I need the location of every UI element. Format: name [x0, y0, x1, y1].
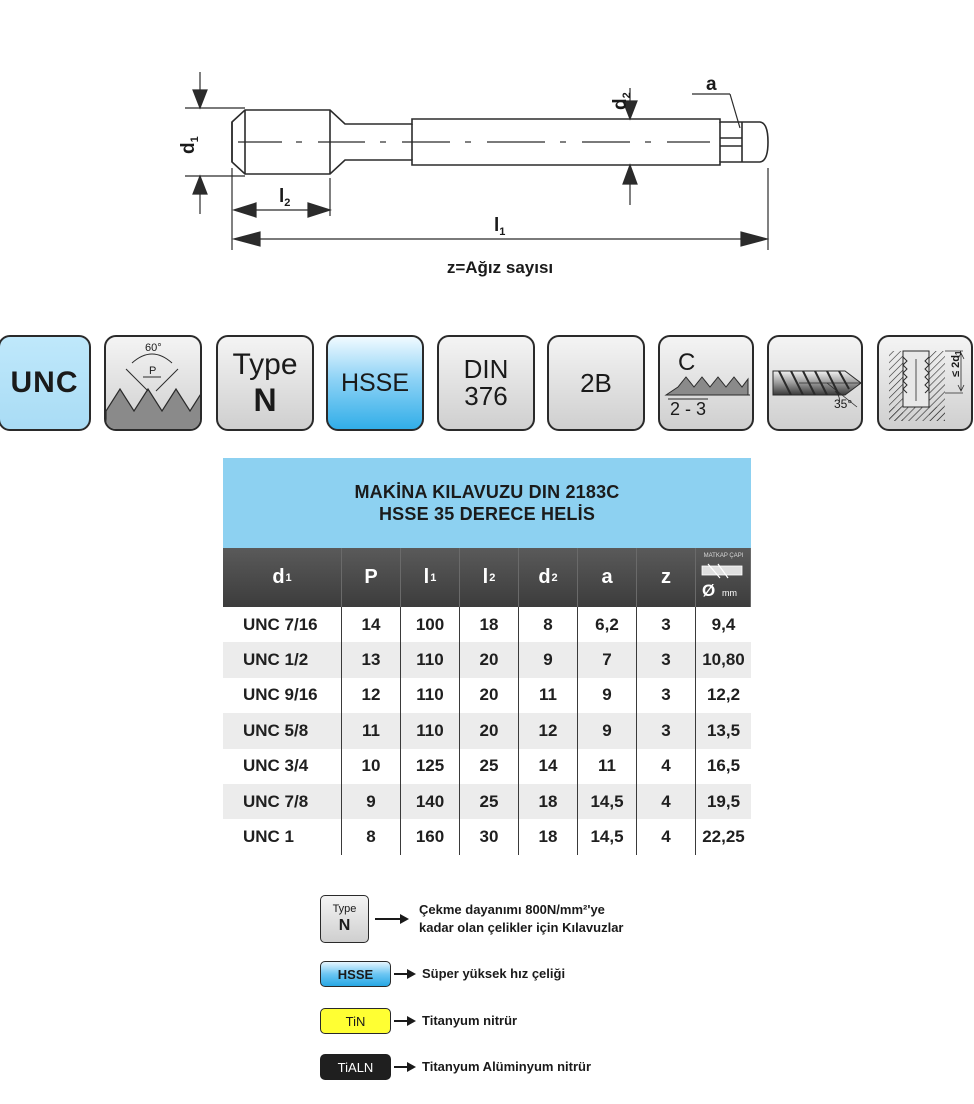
d1-label: d [178, 142, 199, 154]
table-cell: 8 [519, 607, 578, 642]
svg-text:l2: $l_2$ [279, 186, 291, 209]
header-p: P [342, 548, 401, 607]
chamfer-c-badge [658, 335, 754, 431]
table-cell: 13 [342, 642, 401, 677]
table-title: MAKİNA KILAVUZU DIN 2183C HSSE 35 DERECE HELİS [223, 458, 751, 548]
l2-label: l [279, 186, 285, 207]
table-cell: 11 [342, 713, 401, 748]
legend-tialn-text: Titanyum Alüminyum nitrür [422, 1059, 592, 1074]
table-cell: 110 [401, 678, 460, 713]
table-row [223, 713, 751, 748]
a-label: a [706, 74, 717, 95]
table-cell: 13,5 [706, 720, 741, 740]
table-cell: 20 [460, 678, 519, 713]
chamfer-label: C [678, 349, 696, 376]
table-cell: UNC 3/4 [223, 749, 342, 784]
table-cell: 12 [342, 678, 401, 713]
table-cell: 10 [342, 749, 401, 784]
tap-dimension-table [223, 458, 751, 855]
legend-tialn-box: TiALN [320, 1054, 391, 1080]
table-cell: 9 [342, 784, 401, 819]
table-cell: 7 [578, 642, 637, 677]
table-cell: 8 [342, 819, 401, 854]
legend-tin-text: Titanyum nitrür [422, 1013, 518, 1028]
flutes-caption: z=Ağız sayısı [446, 258, 554, 277]
table-cell: 140 [401, 784, 460, 819]
legend-hsse-text: Süper yüksek hız çeliği [422, 966, 566, 981]
table-cell: 25 [460, 749, 519, 784]
table-cell: UNC 1 [223, 819, 342, 854]
table-cell: 20 [460, 642, 519, 677]
legend-hsse-box: HSSE [320, 961, 391, 987]
helix-angle-label: 35° [834, 397, 853, 411]
table-cell: 110 [401, 713, 460, 748]
header-l1: l 1 [401, 548, 460, 607]
table-cell: UNC 9/16 [223, 678, 342, 713]
table-cell: 3 [637, 713, 696, 748]
table-header-row [223, 548, 751, 607]
table-cell: 14,5 [578, 819, 637, 854]
thread-pitch-label: P [149, 365, 157, 377]
table-cell: UNC 1/2 [223, 642, 342, 677]
table-cell: 14 [342, 607, 401, 642]
header-l2: l 2 [460, 548, 519, 607]
table-cell: 12,2 [706, 685, 741, 705]
table-cell: 160 [401, 819, 460, 854]
chamfer-value: 2 - 3 [670, 399, 707, 419]
l1-label: l [494, 215, 500, 236]
table-row [223, 642, 751, 677]
hsse-badge: HSSE [326, 335, 424, 431]
table-cell: 14,5 [578, 784, 637, 819]
depth-label: ≤ 2d [950, 355, 962, 377]
table-cell: 125 [401, 749, 460, 784]
table-cell: 18 [519, 819, 578, 854]
svg-text:d1: $d_1$ [178, 136, 201, 154]
table-cell: 4 [637, 749, 696, 784]
table-cell: 20 [460, 713, 519, 748]
header-a: a [578, 548, 637, 607]
d2-label: d [610, 98, 631, 110]
table-cell: 30 [460, 819, 519, 854]
header-drill-diameter: MATKAP ÇAPI Ø mm [696, 548, 751, 607]
table-row [223, 749, 751, 784]
table-row [223, 819, 751, 854]
table-cell: 100 [401, 607, 460, 642]
legend-type-n [320, 895, 623, 943]
arrow-icon [394, 969, 416, 979]
thread-angle-label: 60° [145, 342, 162, 354]
table-cell: 3 [637, 642, 696, 677]
thread-profile-badge [104, 335, 202, 431]
spiral-flute-badge [767, 335, 863, 431]
table-cell: UNC 7/8 [223, 784, 342, 819]
tolerance-2b-badge: 2B [547, 335, 645, 431]
type-n-badge: Type N [216, 335, 314, 431]
unc-thread-badge: UNC [0, 335, 91, 431]
arrow-icon [394, 1062, 416, 1072]
table-cell: 4 [637, 819, 696, 854]
table-cell: UNC 7/16 [223, 607, 342, 642]
table-cell: 18 [460, 607, 519, 642]
table-cell: 9 [578, 713, 637, 748]
table-row [223, 607, 751, 642]
table-cell: 14 [519, 749, 578, 784]
table-cell: 22,25 [702, 827, 745, 847]
table-cell: 25 [460, 784, 519, 819]
svg-text:l1: $l_1$ [494, 215, 506, 238]
legend-tin-box: TiN [320, 1008, 391, 1034]
legend-tialn [320, 1054, 591, 1080]
arrow-icon [394, 1016, 416, 1026]
table-cell: 6,2 [578, 607, 637, 642]
table-cell: 9,4 [711, 614, 736, 634]
tapping-depth-badge [877, 335, 973, 431]
svg-text:d2: $d_2$ [610, 92, 633, 110]
table-row [223, 678, 751, 713]
legend-tin [320, 1008, 517, 1034]
legend-hsse [320, 961, 565, 987]
table-cell: 19,5 [706, 791, 741, 811]
arrow-icon [375, 914, 409, 924]
table-cell: 3 [637, 678, 696, 713]
table-cell: 11 [578, 749, 637, 784]
table-cell: 18 [519, 784, 578, 819]
table-cell: 10,80 [702, 650, 745, 670]
table-cell: 9 [578, 678, 637, 713]
table-row [223, 784, 751, 819]
din-376-badge: DIN 376 [437, 335, 535, 431]
legend-type-text: Çekme dayanımı 800N/mm²'ye kadar olan çelikler için Kılavuzlar [419, 902, 624, 935]
table-cell: UNC 5/8 [223, 713, 342, 748]
table-cell: 16,5 [706, 756, 741, 776]
table-cell: 11 [519, 678, 578, 713]
legend-type-box: Type N [320, 895, 369, 943]
header-d2: d 2 [519, 548, 578, 607]
table-cell: 9 [519, 642, 578, 677]
table-cell: 110 [401, 642, 460, 677]
svg-text:≤ 2d1: ≤ 2d1 [950, 350, 963, 377]
table-cell: 4 [637, 784, 696, 819]
header-z: z [637, 548, 696, 607]
header-d1: d 1 [223, 548, 342, 607]
tap-technical-drawing [0, 0, 974, 300]
table-cell: 12 [519, 713, 578, 748]
table-cell: 3 [637, 607, 696, 642]
